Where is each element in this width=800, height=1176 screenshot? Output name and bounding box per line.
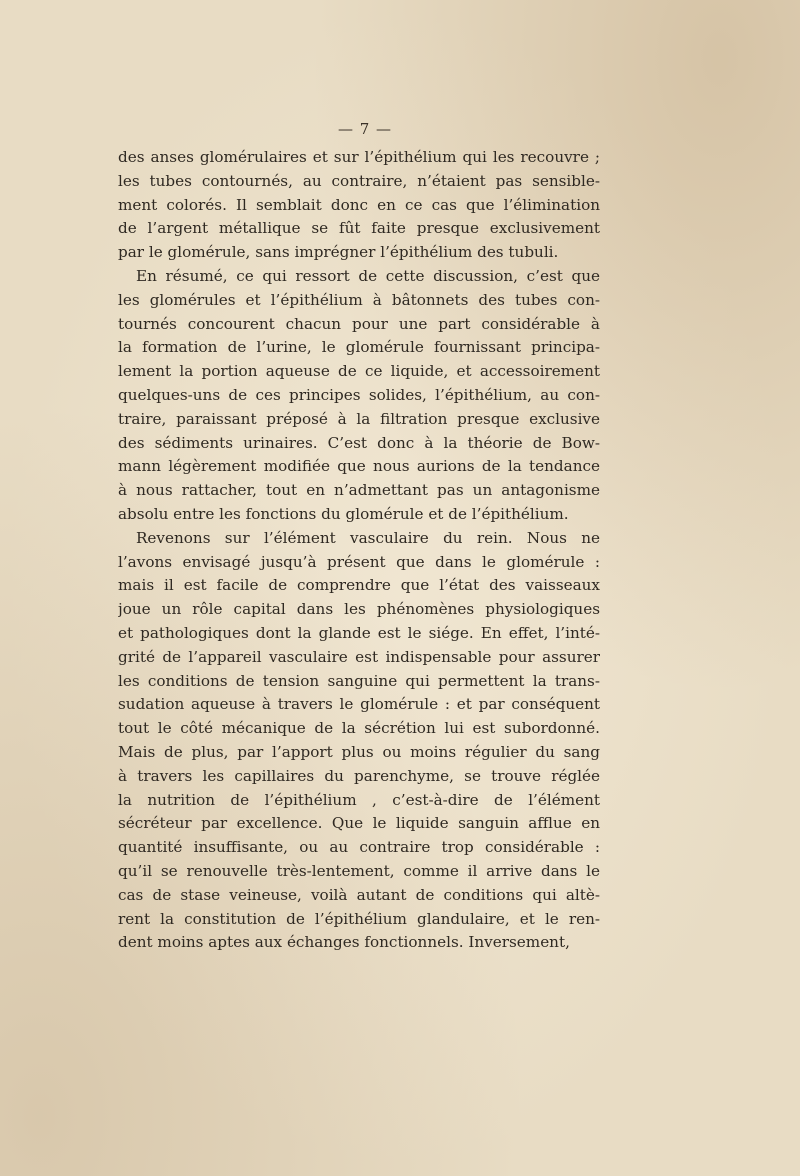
- text-line: quelques-uns de ces principes solides, l’épithélium, au con-: [118, 385, 600, 404]
- text-line: qu’il se renouvelle très-lentement, comme il arrive dans le: [118, 861, 600, 880]
- text-line: les glomérules et l’épithélium à bâtonnets des tubes con-: [118, 290, 600, 309]
- page-number: — 7 —: [337, 120, 393, 138]
- text-line: à nous rattacher, tout en n’admettant pas un antagonisme: [118, 481, 600, 500]
- text-line: Revenons sur l’élément vasculaire du rein. Nous ne: [136, 528, 600, 547]
- text-line: En résumé, ce qui ressort de cette discussion, c’est que: [136, 266, 600, 285]
- text-line: de l’argent métallique se fût faite presque exclusivement: [118, 219, 600, 238]
- text-line: les conditions de tension sanguine qui permettent la trans-: [118, 671, 600, 690]
- text-line: des anses glomérulaires et sur l’épithélium qui les recouvre ;: [118, 148, 600, 166]
- text-line: sécréteur par excellence. Que le liquide sanguin afflue en: [118, 814, 600, 833]
- text-line: et pathologiques dont la glande est le siége. En effet, l’inté-: [118, 623, 600, 642]
- text-line: dent moins aptes aux échanges fonctionnels. Inversement,: [118, 933, 570, 952]
- text-line: quantité insuffisante, ou au contraire trop considérable :: [118, 838, 600, 857]
- text-line: cas de stase veineuse, voilà autant de conditions qui altè-: [118, 885, 600, 904]
- text-line: la nutrition de l’épithélium , c’est-à-dire de l’élément: [118, 790, 600, 809]
- text-line: des sédiments urinaires. C’est donc à la théorie de Bow-: [118, 433, 600, 452]
- text-line: par le glomérule, sans imprégner l’épithélium des tubuli.: [118, 243, 559, 262]
- text-line: lement la portion aqueuse de ce liquide, et accessoirement: [118, 362, 600, 381]
- text-line: mann légèrement modifiée que nous aurions de la tendance: [118, 457, 600, 476]
- text-line: tournés concourent chacun pour une part considérable à: [118, 314, 600, 333]
- text-line: grité de l’appareil vasculaire est indispensable pour assurer: [118, 647, 600, 666]
- text-line: ment colorés. Il semblait donc en ce cas que l’élimination: [118, 195, 600, 214]
- text-line: mais il est facile de comprendre que l’état des vaisseaux: [118, 576, 600, 595]
- body-text: [118, 146, 600, 955]
- text-line: les tubes contournés, au contraire, n’étaient pas sensible-: [118, 171, 600, 190]
- text-line: sudation aqueuse à travers le glomérule : et par conséquent: [118, 695, 600, 714]
- text-line: à travers les capillaires du parenchyme, se trouve réglée: [118, 766, 600, 785]
- text-line: traire, paraissant préposé à la filtration presque exclusive: [118, 409, 600, 428]
- text-line: Mais de plus, par l’apport plus ou moins régulier du sang: [118, 742, 600, 761]
- text-line: rent la constitution de l’épithélium glandulaire, et le ren-: [118, 909, 600, 928]
- text-line: la formation de l’urine, le glomérule fournissant principa-: [118, 338, 600, 357]
- text-line: joue un rôle capital dans les phénomènes physiologiques: [118, 600, 600, 619]
- text-line: tout le côté mécanique de la sécrétion lui est subordonné.: [118, 719, 600, 738]
- text-line: l’avons envisagé jusqu’à présent que dans le glomérule :: [118, 552, 600, 571]
- text-line: absolu entre les fonctions du glomérule et de l’épithélium.: [118, 504, 569, 523]
